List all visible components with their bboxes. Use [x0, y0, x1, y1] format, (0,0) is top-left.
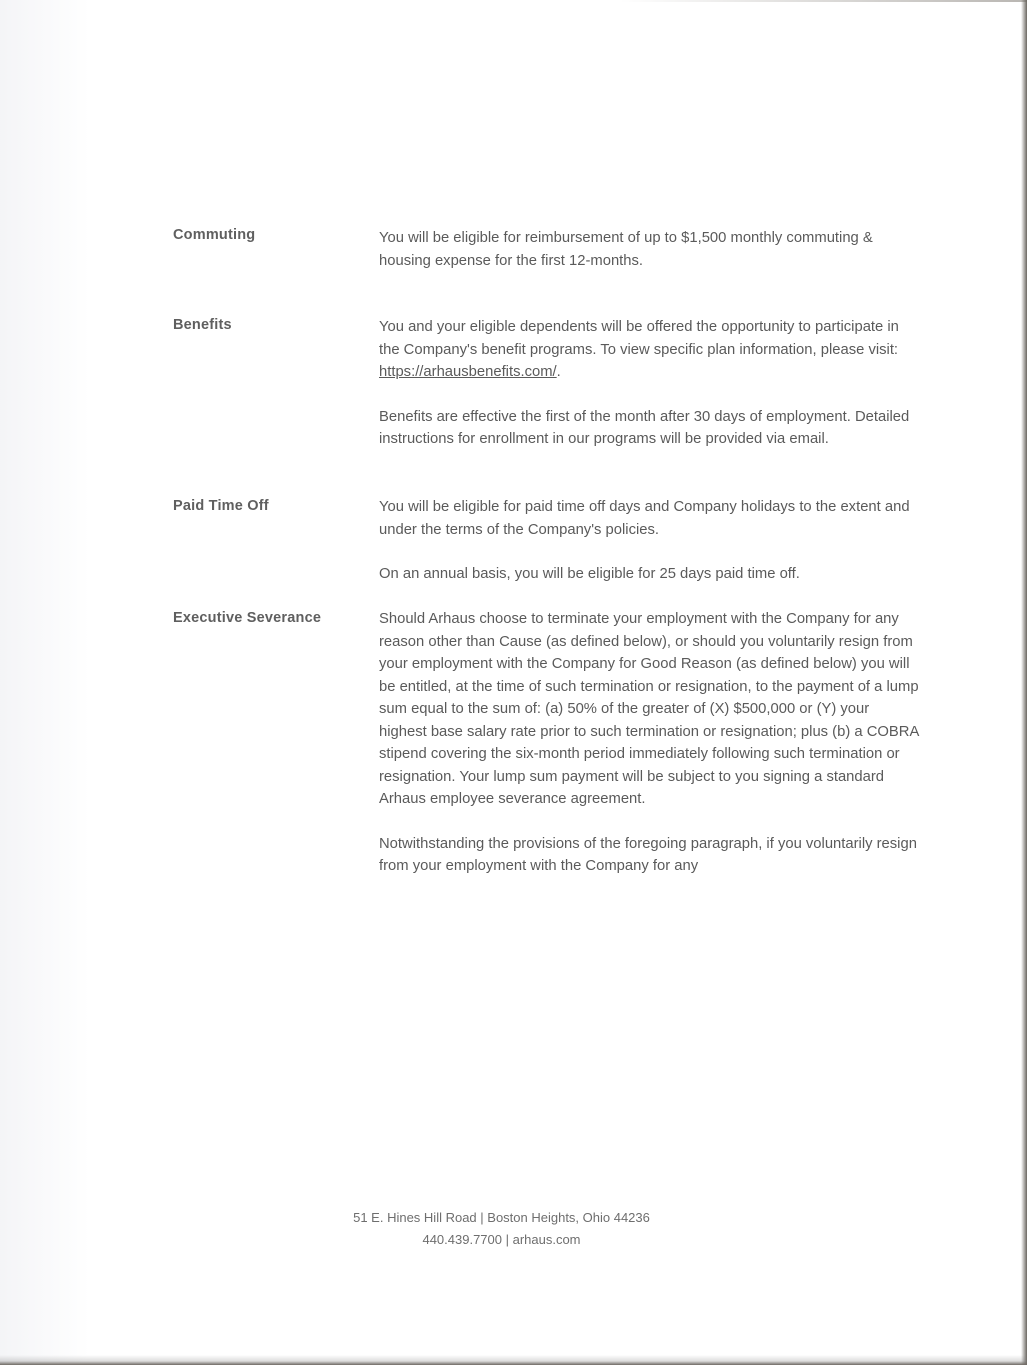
benefits-link[interactable]: https://arhausbenefits.com/	[379, 364, 557, 380]
benefits-paragraph-2: Benefits are effective the first of the month after 30 days of employment. Detailed instructions for enrollment in our programs will be provided via email.	[379, 408, 910, 447]
section-label-benefits: Benefits	[173, 317, 232, 333]
page-shadow	[0, 0, 90, 1365]
section-label-executive-severance: Executive Severance	[173, 610, 322, 626]
section-label-commuting: Commuting	[173, 227, 256, 243]
benefits-paragraph-1-text: You and your eligible dependents will be offered the opportunity to participate in the Company's benefit programs. To view specific plan information, please visit:	[379, 319, 899, 358]
page-edge-right	[1021, 0, 1027, 1365]
section-body-executive-severance	[379, 608, 919, 878]
benefits-paragraph-1-end: .	[556, 364, 561, 380]
pto-paragraph-1: You will be eligible for paid time off days and Company holidays to the extent and under the terms of the Company's policies.	[379, 499, 910, 538]
benefits-paragraph-1	[379, 316, 919, 384]
section-label-paid-time-off: Paid Time Off	[173, 498, 269, 514]
severance-paragraph-1: Should Arhaus choose to terminate your employment with the Company for any reason other than Cause (as defined below), or should you voluntarily resign from your employment with the Company for Good Reason (as defined below) you will be entitled, at the time of such termination or resignation, to the payment of a lump sum equal to the sum of: (a) 50% of the greater of (X) $500,000 or (Y) your highest base salary rate prior to such termination or resignation; plus (b) a COBRA stipend covering the six-month period immediately following such termination or resignation. Your lump sum payment will be subject to you signing a standard Arhaus employee severance agreement.	[379, 611, 919, 807]
section-body-paid-time-off	[379, 496, 919, 586]
footer-address: 51 E. Hines Hill Road | Boston Heights, Ohio 44236	[353, 1210, 650, 1225]
page-edge-top	[620, 0, 1027, 2]
section-body-benefits	[379, 316, 919, 451]
section-body-commuting	[379, 227, 919, 272]
severance-paragraph-2: Notwithstanding the provisions of the foregoing paragraph, if you voluntarily resign from your employment with the Company for any	[379, 835, 917, 874]
footer-contact: 440.439.7700 | arhaus.com	[422, 1232, 581, 1247]
pto-paragraph-2: On an annual basis, you will be eligible for 25 days paid time off.	[379, 566, 800, 582]
page-shadow-bottom	[0, 1355, 1027, 1365]
commuting-paragraph: You will be eligible for reimbursement of up to $1,500 monthly commuting & housing expense for the first 12-months.	[379, 230, 873, 269]
